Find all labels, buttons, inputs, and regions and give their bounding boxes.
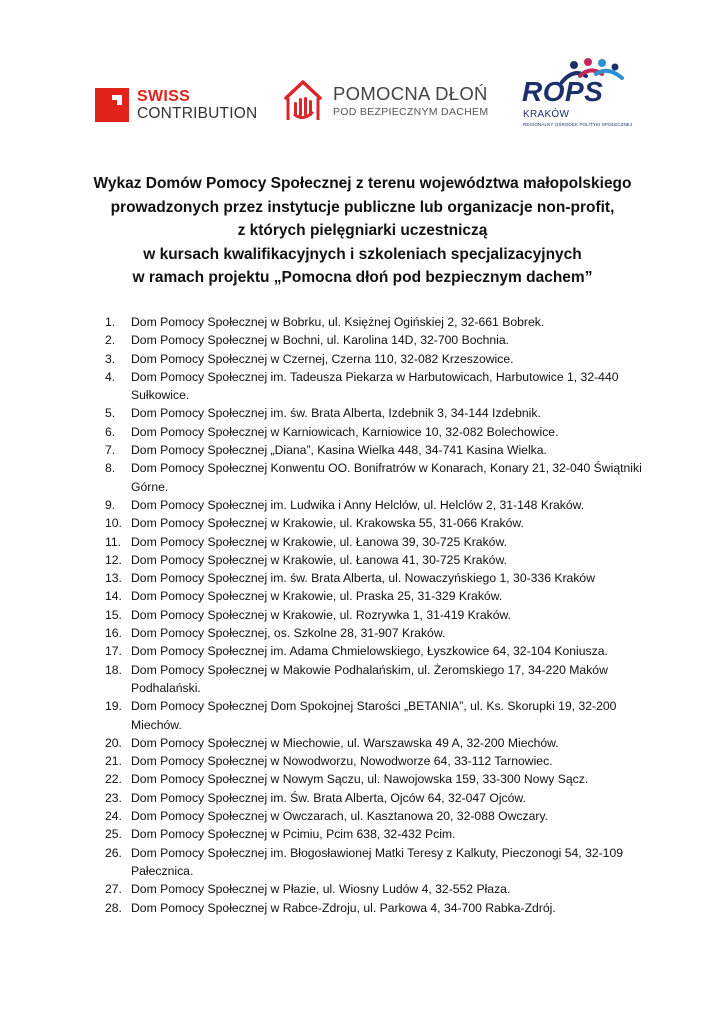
pomocna-logo-line2: POD BEZPIECZNYM DACHEM (333, 106, 489, 118)
list-item (105, 606, 665, 624)
item-text: Dom Pomocy Społecznej w Owczarach, ul. Kasztanowa 20, 32-088 Owczary. (131, 809, 549, 824)
item-text: Dom Pomocy Społecznej w Nowym Sączu, ul. Nawojowska 159, 33-300 Nowy Sącz. (131, 772, 589, 787)
item-number: 15. (105, 607, 122, 622)
item-text: Dom Pomocy Społecznej w Krakowie, ul. Łanowa 39, 30-725 Kraków. (131, 534, 507, 549)
item-text: Dom Pomocy Społecznej w Krakowie, ul. Krakowska 55, 31-066 Kraków. (131, 516, 524, 531)
item-text: Dom Pomocy Społecznej „Diana”, Kasina Wielka 448, 34-741 Kasina Wielka. (131, 443, 547, 458)
item-number: 1. (105, 315, 116, 329)
list-item (105, 642, 665, 660)
item-number: 6. (105, 424, 116, 439)
swiss-logo-line1: SWISS (137, 88, 191, 105)
list-item (105, 496, 665, 514)
item-number: 9. (105, 497, 116, 512)
item-text: Dom Pomocy Społecznej, os. Szkolne 28, 31-907 Kraków. (131, 626, 446, 641)
title-line: z których pielęgniarki uczestniczą (237, 222, 488, 239)
list-item (105, 368, 665, 405)
item-number: 18. (105, 662, 122, 677)
list-item (105, 587, 665, 605)
title-line: Wykaz Domów Pomocy Społecznej z terenu województwa małopolskiego (93, 175, 632, 192)
item-text: Dom Pomocy Społecznej Konwentu OO. Bonifratrów w Konarach, Konary 21, 32-040 Świątniki Górne. (131, 461, 642, 494)
item-number: 4. (105, 369, 116, 384)
item-text: Dom Pomocy Społecznej w Pcimiu, Pcim 638, 32-432 Pcim. (131, 827, 456, 842)
item-number: 22. (105, 772, 122, 787)
nursing-homes-list (105, 313, 665, 917)
list-item (105, 404, 665, 422)
item-text: Dom Pomocy Społecznej w Bochni, ul. Karolina 14D, 32-700 Bochnia. (131, 333, 510, 348)
item-number: 28. (105, 900, 122, 915)
list-item (105, 350, 665, 368)
item-number: 16. (105, 626, 122, 641)
pomocna-dlon-logo (283, 78, 488, 124)
item-number: 26. (105, 845, 122, 860)
item-number: 20. (105, 735, 122, 750)
item-number: 17. (105, 644, 122, 659)
item-number: 3. (105, 351, 116, 366)
item-number: 8. (105, 461, 116, 476)
item-number: 25. (105, 827, 122, 842)
list-item (105, 313, 665, 331)
item-number: 24. (105, 809, 122, 824)
item-text: Dom Pomocy Społecznej im. Św. Brata Alberta, Ojców 64, 32-047 Ojców. (131, 790, 526, 805)
item-number: 13. (105, 571, 122, 586)
item-text: Dom Pomocy Społecznej w Rabce-Zdroju, ul. Parkowa 4, 34-700 Rabka-Zdrój. (131, 900, 556, 915)
list-item (105, 789, 665, 807)
list-item (105, 551, 665, 569)
item-number: 5. (105, 406, 116, 421)
list-item (105, 514, 665, 532)
title-line: prowadzonych przez instytucje publiczne lub organizacje non-profit, (110, 198, 615, 216)
item-text: Dom Pomocy Społecznej im. Ludwika i Anny Helclów, ul. Helclów 2, 31-148 Kraków. (131, 497, 585, 512)
item-number: 21. (105, 754, 122, 769)
list-item (105, 624, 665, 642)
item-number: 10. (105, 516, 122, 531)
item-text: Dom Pomocy Społecznej w Płazie, ul. Wiosny Ludów 4, 32-552 Płaza. (131, 882, 511, 897)
list-item (105, 423, 665, 441)
list-item (105, 899, 665, 917)
item-number: 14. (105, 589, 122, 604)
list-item (105, 697, 665, 734)
item-text: Dom Pomocy Społecznej im. św. Brata Alberta, ul. Nowaczyńskiego 1, 30-336 Kraków (131, 571, 596, 586)
item-text: Dom Pomocy Społecznej w Nowodworzu, Nowodworze 64, 33-112 Tarnowiec. (131, 754, 553, 769)
item-text: Dom Pomocy Społecznej w Makowie Podhalańskim, ul. Żeromskiego 17, 34-220 Maków Podhalański. (131, 662, 608, 695)
list-item (105, 441, 665, 459)
item-number: 7. (105, 443, 116, 458)
swiss-contribution-logo (95, 88, 257, 122)
swiss-logo-line2: CONTRIBUTION (137, 105, 258, 122)
list-item (105, 459, 665, 496)
item-number: 23. (105, 790, 122, 805)
title-line: w kursach kwalifikacyjnych i szkoleniach specjalizacyjnych (143, 245, 582, 263)
rops-logo-subtitle: REGIONALNY OŚRODEK POLITYKI SPOŁECZNEJ (523, 122, 633, 127)
document-title (60, 172, 665, 290)
logo-bar (0, 70, 725, 140)
swiss-flag-icon (95, 88, 129, 122)
item-number: 11. (105, 534, 122, 549)
item-text: Dom Pomocy Społecznej w Czernej, Czerna 110, 32-082 Krzeszowice. (131, 351, 514, 366)
item-text: Dom Pomocy Społecznej w Karniowicach, Karniowice 10, 32-082 Bolechowice. (131, 424, 559, 439)
list-item (105, 661, 665, 698)
list-item (105, 569, 665, 587)
list-item (105, 533, 665, 551)
item-number: 19. (105, 699, 122, 714)
list-item (105, 825, 665, 843)
list-item (105, 880, 665, 898)
rops-krakow-logo (518, 56, 634, 132)
list-item (105, 331, 665, 349)
item-text: Dom Pomocy Społecznej im. Adama Chmielowskiego, Łyszkowice 64, 32-104 Koniusza. (131, 644, 608, 659)
item-text: Dom Pomocy Społecznej im. Błogosławionej Matki Teresy z Kalkuty, Pieczonogi 54, 32-109 Pałecznica. (131, 845, 624, 878)
list-item (105, 770, 665, 788)
item-text: Dom Pomocy Społecznej w Krakowie, ul. Łanowa 41, 30-725 Kraków. (131, 552, 507, 567)
title-line: w ramach projektu „Pomocna dłoń pod bezpiecznym dachem” (132, 269, 593, 286)
item-text: Dom Pomocy Społecznej im. Tadeusza Piekarza w Harbutowicach, Harbutowice 1, 32-440 Sułkowice. (131, 369, 619, 403)
item-text: Dom Pomocy Społecznej Dom Spokojnej Starości „BETANIA”, ul. Ks. Skorupki 19, 32-200 Miechów. (131, 699, 617, 732)
item-text: Dom Pomocy Społecznej w Bobrku, ul. Księżnej Ogińskiej 2, 32-661 Bobrek. (131, 315, 545, 329)
item-number: 2. (105, 333, 116, 348)
item-text: Dom Pomocy Społecznej im. św. Brata Alberta, Izdebnik 3, 34-144 Izdebnik. (131, 406, 541, 421)
list-item (105, 752, 665, 770)
rops-logo-word: ROPS (522, 76, 604, 107)
rops-logo-city: KRAKÓW (523, 109, 570, 120)
item-number: 27. (105, 882, 122, 897)
list-item (105, 734, 665, 752)
item-text: Dom Pomocy Społecznej w Miechowie, ul. Warszawska 49 A, 32-200 Miechów. (131, 735, 559, 750)
list-item (105, 807, 665, 825)
item-number: 12. (105, 552, 122, 567)
item-text: Dom Pomocy Społecznej w Krakowie, ul. Praska 25, 31-329 Kraków. (131, 589, 503, 604)
item-text: Dom Pomocy Społecznej w Krakowie, ul. Rozrywka 1, 31-419 Kraków. (131, 607, 512, 622)
list-item (105, 844, 665, 881)
pomocna-logo-line1: POMOCNA DŁOŃ (333, 83, 488, 104)
house-hand-icon (283, 78, 323, 124)
